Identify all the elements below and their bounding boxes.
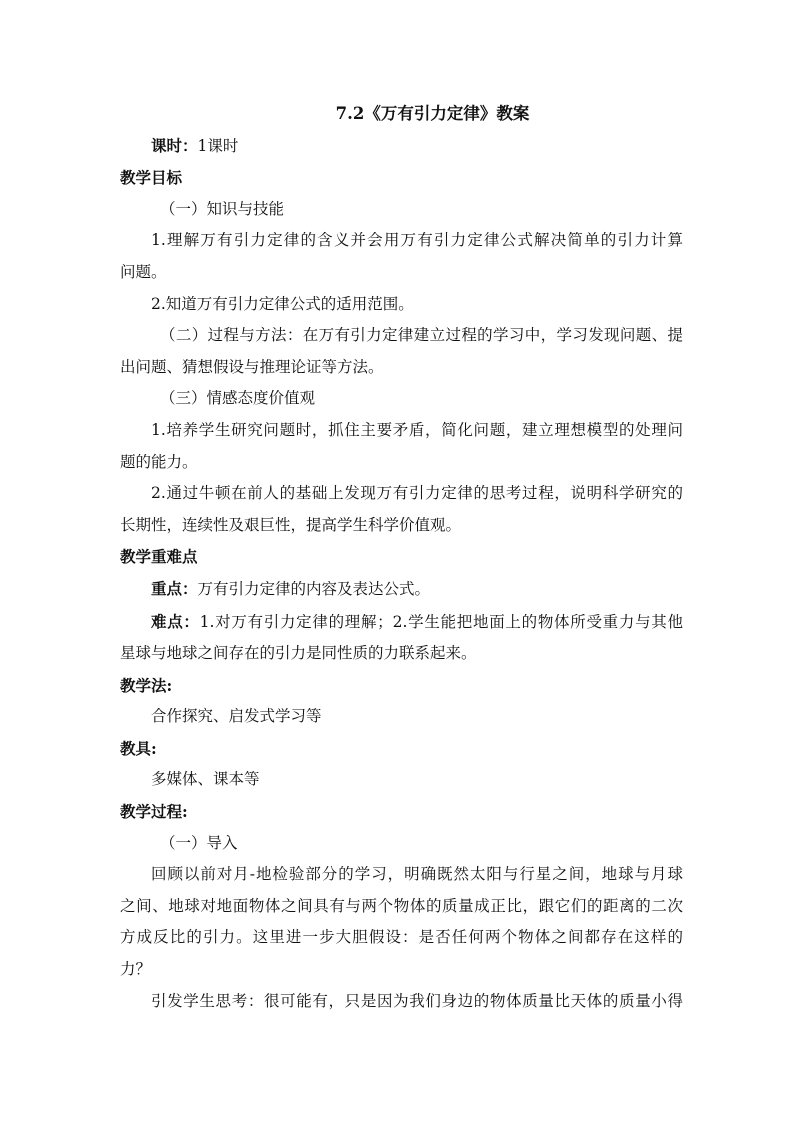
objective-item-3-line-1: 1.培养学生研究问题时，抓住主要矛盾，简化问题，建立理想模型的处理问 <box>151 420 683 439</box>
process-sub-intro: （一）导入 <box>160 833 238 852</box>
focus-line <box>120 573 683 606</box>
method-text: 合作探究、启发式学习等 <box>151 707 322 726</box>
process-paragraph-2-line-1: 引发学生思考：很可能有，只是因为我们身边的物体质量比天体的质量小得 <box>151 991 683 1010</box>
objectives-sub-process-line-2: 出问题、猜想假设与推理论证等方法。 <box>120 357 384 376</box>
objectives-heading: 教学目标 <box>120 168 183 188</box>
difficulty-label: 难点： <box>151 611 200 631</box>
objectives-sub-knowledge: （一）知识与技能 <box>160 199 285 218</box>
class-hours-label: 课时： <box>151 135 198 155</box>
class-hours-value: 1课时 <box>197 136 239 155</box>
difficulty-line-1 <box>120 606 683 639</box>
document-title: 7.2《万有引力定律》教案 <box>335 104 530 123</box>
objective-item-4-line-2: 长期性，连续性及艰巨性，提高学生科学价值观。 <box>120 515 462 534</box>
method-heading: 教学法: <box>120 675 173 695</box>
objectives-sub-values: （三）情感态度价值观 <box>160 389 316 408</box>
key-points-heading: 教学重难点 <box>120 547 198 567</box>
process-heading: 教学过程: <box>120 802 188 822</box>
process-paragraph-1-line-1: 回顾以前对月-地检验部分的学习，明确既然太阳与行星之间，地球与月球 <box>151 865 683 884</box>
objectives-sub-process-line-1: （二）过程与方法：在万有引力定律建立过程的学习中，学习发现问题、提 <box>160 326 683 345</box>
objective-item-4-line-1: 2.通过牛顿在前人的基础上发现万有引力定律的思考过程，说明科学研究的 <box>151 484 683 503</box>
objective-item-3-line-2: 题的能力。 <box>120 452 198 471</box>
focus-label: 重点： <box>151 578 198 598</box>
document-body <box>120 98 683 1017</box>
process-paragraph-1-line-2: 之间、地球对地面物体之间具有与两个物体的质量成正比，跟它们的距离的二次 <box>120 896 683 915</box>
difficulty-line-2: 星球与地球之间存在的引力是同性质的力联系起来。 <box>120 644 477 663</box>
difficulty-text-1: 1.对万有引力定律的理解；2.学生能把地面上的物体所受重力与其他 <box>199 612 683 631</box>
objective-item-2: 2.知道万有引力定律公式的适用范围。 <box>151 294 414 313</box>
process-paragraph-1-line-4: 力？ <box>120 960 152 979</box>
objective-item-1-line-1: 1.理解万有引力定律的含义并会用万有引力定律公式解决简单的引力计算 <box>151 231 683 250</box>
tools-text: 多媒体、课本等 <box>151 770 260 789</box>
objective-item-1-line-2: 问题。 <box>120 262 167 281</box>
tools-heading: 教具: <box>120 738 157 758</box>
process-paragraph-1-line-3: 方成反比的引力。这里进一步大胆假设：是否任何两个物体之间都存在这样的 <box>120 928 683 947</box>
focus-text: 万有引力定律的内容及表达公式。 <box>197 579 431 598</box>
class-hours-line <box>120 130 683 163</box>
